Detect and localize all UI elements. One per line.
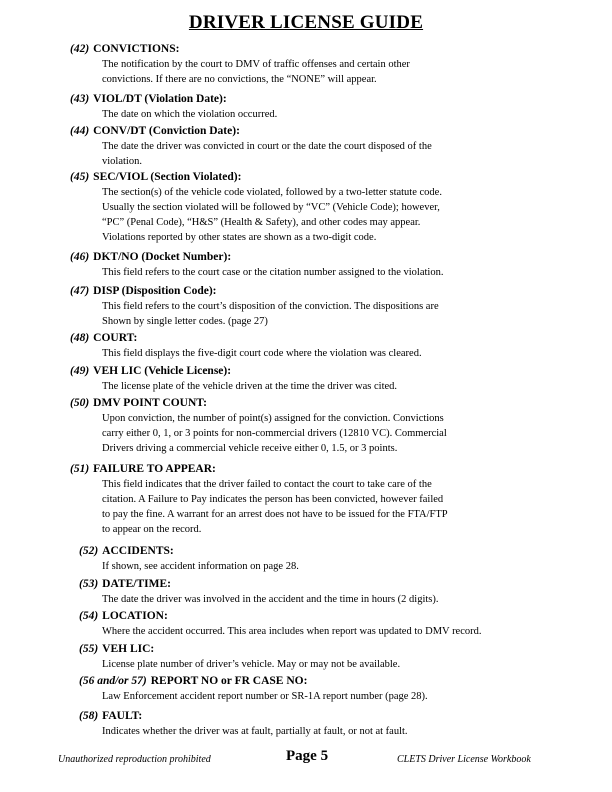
entry-description (102, 477, 582, 537)
entry-number: (58) (79, 710, 99, 722)
entry-label: FAILURE TO APPEAR: (93, 463, 216, 475)
description-line: The license plate of the vehicle driven at the time the driver was cited. (102, 381, 398, 392)
guide-entry (0, 124, 612, 169)
entry-label: DISP (Disposition Code): (93, 285, 217, 297)
description-line: Shown by single letter codes. (page 27) (102, 316, 268, 327)
guide-entry (0, 577, 612, 607)
entry-number: (53) (79, 578, 99, 590)
guide-entry (0, 331, 612, 361)
page-title: DRIVER LICENSE GUIDE (188, 12, 424, 33)
entry-label: REPORT NO or FR CASE NO: (150, 675, 308, 687)
guide-entry (0, 92, 612, 122)
description-line: Law Enforcement accident report number or SR-1A report number (page 28). (102, 691, 428, 702)
footer-notice: Unauthorized reproduction prohibited (58, 754, 211, 765)
entry-number: (55) (79, 643, 99, 655)
entry-heading (0, 674, 612, 689)
entry-number: (49) (70, 365, 90, 377)
entry-description (102, 411, 582, 456)
description-line: Usually the section violated will be followed by “VC” (Vehicle Code); however, (102, 202, 440, 213)
description-line: This field refers to the court’s disposition of the conviction. The dispositions are (102, 301, 439, 312)
description-line: Drivers driving a commercial vehicle receive either 0, 1.5, or 3 points. (102, 443, 398, 454)
entry-heading (0, 124, 612, 139)
entry-heading (0, 92, 612, 107)
description-line: The notification by the court to DMV of traffic offenses and certain other (102, 59, 410, 70)
entry-label: VEH LIC (Vehicle License): (93, 365, 232, 377)
entry-description (102, 57, 582, 87)
entry-label: ACCIDENTS: (102, 545, 174, 557)
entry-heading (0, 544, 612, 559)
guide-entry (0, 462, 612, 537)
description-line: Where the accident occurred. This area includes when report was updated to DMV record. (102, 626, 482, 637)
description-line: The date on which the violation occurred. (102, 109, 278, 120)
entry-number: (42) (70, 43, 90, 55)
description-line: “PC” (Penal Code), “H&S” (Health & Safety), and other codes may appear. (102, 217, 421, 228)
entry-description (102, 346, 582, 361)
entry-description (102, 107, 582, 122)
entry-description (102, 299, 582, 329)
entry-label: DKT/NO (Docket Number): (93, 251, 232, 263)
entry-number: (50) (70, 397, 90, 409)
entry-number: (43) (70, 93, 90, 105)
footer-workbook-title: CLETS Driver License Workbook (397, 754, 531, 765)
entry-description (102, 624, 582, 639)
description-line: Violations reported by other states are shown as a two-digit code. (102, 232, 377, 243)
description-line: The section(s) of the vehicle code violated, followed by a two-letter statute code. (102, 187, 442, 198)
entry-label: DATE/TIME: (102, 578, 171, 590)
entry-number: (44) (70, 125, 90, 137)
entry-heading (0, 364, 612, 379)
entry-number: (45) (70, 171, 90, 183)
description-line: This field indicates that the driver failed to contact the court to take care of the (102, 479, 432, 490)
entry-heading (0, 396, 612, 411)
description-line: carry either 0, 1, or 3 points for non-commercial drivers (12810 VC). Commercial (102, 428, 447, 439)
description-line: convictions. If there are no convictions, the “NONE” will appear. (102, 74, 377, 85)
entry-description (102, 724, 582, 739)
guide-entry (0, 709, 612, 739)
entry-label: COURT: (93, 332, 138, 344)
entry-description (102, 689, 582, 704)
description-line: Upon conviction, the number of point(s) assigned for the conviction. Convictions (102, 413, 444, 424)
entry-heading (0, 42, 612, 57)
description-line: This field refers to the court case or the citation number assigned to the violation. (102, 267, 444, 278)
entry-description (102, 265, 582, 280)
entry-label: FAULT: (102, 710, 143, 722)
entry-heading (0, 331, 612, 346)
guide-entry (0, 364, 612, 394)
entry-heading (0, 250, 612, 265)
entry-label: SEC/VIOL (Section Violated): (93, 171, 242, 183)
entry-number: (48) (70, 332, 90, 344)
guide-entry (0, 674, 612, 704)
guide-entry (0, 170, 612, 245)
entry-description (102, 139, 582, 169)
entry-description (102, 559, 582, 574)
description-line: The date the driver was convicted in court or the date the court disposed of the (102, 141, 432, 152)
description-line: Indicates whether the driver was at fault, partially at fault, or not at fault. (102, 726, 408, 737)
entry-number: (47) (70, 285, 90, 297)
entry-heading (0, 170, 612, 185)
entry-label: VEH LIC: (102, 643, 155, 655)
entry-number: (54) (79, 610, 99, 622)
entry-heading (0, 577, 612, 592)
description-line: citation. A Failure to Pay indicates the person has been convicted, however failed (102, 494, 444, 505)
guide-entry (0, 544, 612, 574)
entry-number: (51) (70, 463, 90, 475)
description-line: License plate number of driver’s vehicle. May or may not be available. (102, 659, 401, 670)
entry-number: (56 and/or 57) (79, 675, 147, 687)
description-line: to pay the fine. A warrant for an arrest does not have to be issued for the FTA/FTP (102, 509, 448, 520)
entry-label: CONVICTIONS: (93, 43, 180, 55)
guide-entry (0, 609, 612, 639)
description-line: This field displays the five-digit court code where the violation was cleared. (102, 348, 422, 359)
entry-description (102, 592, 582, 607)
entry-heading (0, 462, 612, 477)
description-line: The date the driver was involved in the accident and the time in hours (2 digits). (102, 594, 439, 605)
entry-heading (0, 642, 612, 657)
entry-number: (46) (70, 251, 90, 263)
entry-heading (0, 709, 612, 724)
page-footer (0, 748, 612, 772)
description-line: violation. (102, 156, 142, 167)
guide-entry (0, 284, 612, 329)
guide-entry (0, 396, 612, 456)
description-line: If shown, see accident information on page 28. (102, 561, 299, 572)
description-line: to appear on the record. (102, 524, 202, 535)
entry-description (102, 657, 582, 672)
entry-label: LOCATION: (102, 610, 168, 622)
entry-heading (0, 284, 612, 299)
entry-number: (52) (79, 545, 99, 557)
entry-heading (0, 609, 612, 624)
page-number: Page 5 (286, 748, 329, 764)
entry-description (102, 185, 582, 245)
entry-label: CONV/DT (Conviction Date): (93, 125, 240, 137)
entry-label: DMV POINT COUNT: (93, 397, 207, 409)
guide-entry (0, 250, 612, 280)
entry-description (102, 379, 582, 394)
guide-entry (0, 42, 612, 87)
guide-entry (0, 642, 612, 672)
entry-label: VIOL/DT (Violation Date): (93, 93, 227, 105)
